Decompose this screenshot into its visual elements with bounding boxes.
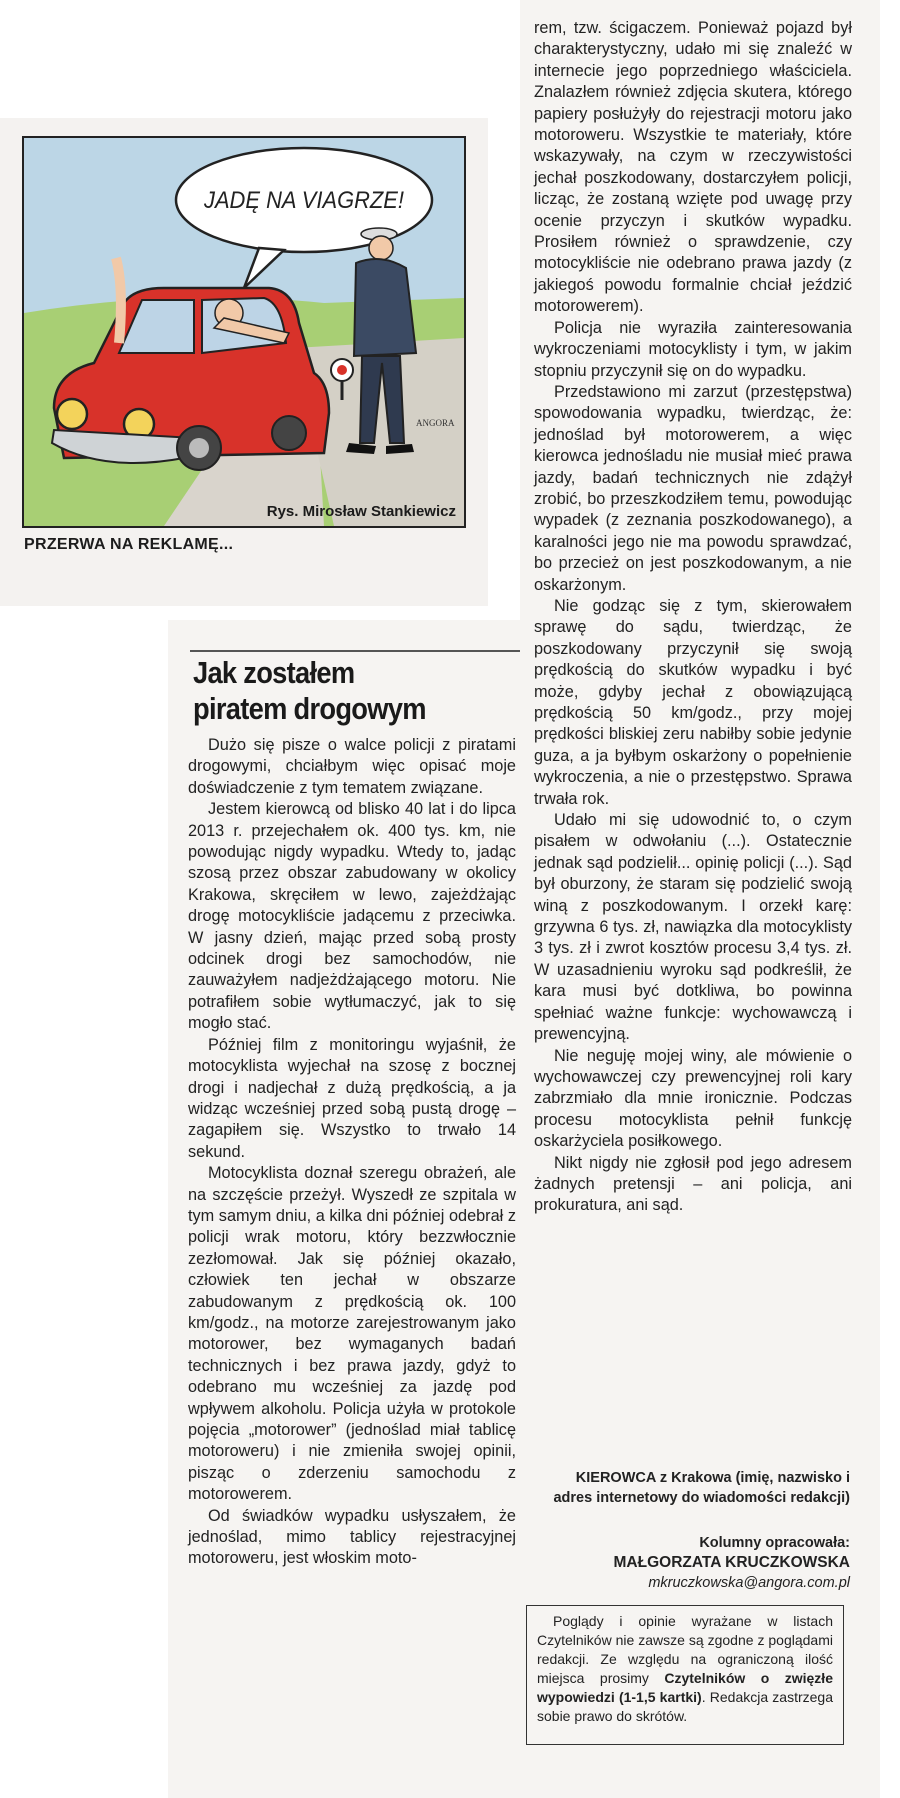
cartoon-credit: Rys. Mirosław Stankiewicz [266,503,456,520]
paragraph: rem, tzw. ścigaczem. Ponieważ pojazd był charakterystyczny, udało mi się znaleźć w internecie jego poprzedniego właściciela. Znalazłem również zdjęcia skutera, którego papiery posłużyły do rejestracji motoru jako motoroweru. Wszystkie te materiały, które wskazywały, na czym w rzeczywistości jechał poszkodowany, dostarczyłem policji, licząc, że zostaną wzięte pod uwagę przy ocenie przyczyn i skutków wypadku. Prosiłem również o sprawdzenie, czy motocykliście nie odebrano prawa jazdy (z jakiegoś powodu formalnie chciał jeździć motorowerem). [534,19,852,316]
editor-email: mkruczkowska@angora.com.pl [648,1575,850,1591]
cartoon-illustration [24,138,464,526]
article-right-column [534,18,852,1217]
paragraph: Nie godząc się z tym, skierowałem sprawę do sądu, twierdząc, że poszkodowany przyczynił się swoją prędkością do skutków wypadku i być może, gdyby jechał z obowiązującą prędkością 50 km/godz., przy mojej prędkości bliskiej zeru nabiłby sobie jedynie guza, a ja byłbym oskarżony o popełnienie wykroczenia, a nie o przestępstwo. Sprawa trwała rok. [534,596,852,808]
editor-block [534,1533,850,1593]
artist-signature: ANGORA [416,418,455,428]
paragraph: Motocyklista doznał szeregu obrażeń, ale na szczęście przeżył. Wyszedł ze szpitala w tym samym dniu, a kilka dni później odebrał z policji wrak motoru, który bezzwłocznie zezłomował. Jak się później okazało, człowiek ten jechał w obszarze zabudowanym z prędkością ok. 100 km/godz., na motorze zarejestrowanym jako motorower, bez wymaganych badań technicznych i bez prawa jazdy, gdyż to odebrano mu wcześniej za jazdę pod wpływem alkoholu. Policja użyła w protokole pojęcia „motorower” (jednoślad miał tablicę motoroweru) i nie zmieniła swojej opinii, pisząc o zderzeniu samochodu z motorowerem. [188,1164,516,1504]
paragraph: Dużo się pisze o walce policji z piratami drogowymi, chciałbym więc opisać moje doświadczenie z tym tematem związane. [188,736,516,797]
paragraph: Nie neguję mojej winy, ale mówienie o wychowawczej czy prewencyjnej roli kary zabrzmiało dla mnie ironicznie. Podczas procesu motocyklista pełnił funkcję oskarżyciela posiłkowego. [534,1046,852,1151]
cartoon-frame [22,136,466,528]
speech-text: JADĘ NA VIAGRZE! [203,187,405,214]
article-title [193,655,475,727]
notice-text: Poglądy i opinie wyrażane w listach Czytelników nie zawsze są zgodne z poglądami redakcji. Ze względu na ograniczoną ilość miejsca prosimy [537,1613,833,1686]
letter-signature [534,1468,850,1508]
paragraph: Nikt nigdy nie zgłosił pod jego adresem żadnych pretensji – ani policja, ani prokuratura, ani sąd. [534,1153,852,1215]
article-left-column [188,735,516,1570]
paragraph: Od świadków wypadku usłyszałem, że jednoślad, mimo tablicy rejestracyjnej motoroweru, jest włoskim moto- [188,1506,516,1568]
paragraph: Przedstawiono mi zarzut (przestępstwa) spowodowania wypadku, twierdząc, że: jednoślad był motorowerem, a więc kierowca jednośladu nie musiał mieć prawa jazdy, badań technicznych nie zdążył zrobić, bo przeszkodziłem temu, powodując wypadek (z zeznania poszkodowanego), a karalności jego nie ma powodu sprawdzać, bo przecież on jest poszkodowanym, a nie oskarżonym. [534,382,852,594]
signature-author: KIEROWCA [575,1470,656,1486]
editor-name: MAŁGORZATA KRUCZKOWSKA [613,1554,850,1571]
cartoon-caption: PRZERWA NA REKLAMĘ... [24,536,234,553]
notice-bold-text: Czytelników o zwięzłe wypowiedzi (1-1,5 kartki) [537,1670,833,1705]
headline-rule [190,650,520,652]
paragraph: Udało mi się udowodnić to, o czym pisałem w odwołaniu (...). Ostatecznie jednak sąd podzielił... opinię policji (...). Sąd był oburzony, że staram się podzielić swoją winą z poszkodowanym. I orzekł karę: grzywna 6 tys. zł, nawiązka dla motocyklisty 3 tys. zł i zwrot kosztów procesu 3,4 tys. zł. W uzasadnieniu wyroku sąd podkreślił, że kara musi być dotkliwa, bo powinna spełniać ważne funkcje: wychowawczą i prewencyjną. [534,811,852,1044]
article-title-line2: piratem drogowym [193,691,426,726]
paragraph: Później film z monitoringu wyjaśnił, że motocyklista wyjechał na szosę z bocznej drogi i nadjechał z dużą prędkością, a ja widząc wcześniej przed sobą pustą drogę – zagapiłem się. Wszystko to trwało 14 sekund. [188,1035,516,1161]
editor-label: Kolumny opracowała: [699,1535,850,1551]
notice-text-end: . Redakcja zastrzega sobie prawo do skrótów. [537,1689,833,1724]
paragraph: Policja nie wyraziła zainteresowania wykroczeniami motocyklisty i tym, w jakim stopniu przyczynił się on do wypadku. [534,318,852,380]
editorial-notice [526,1605,844,1745]
article-title-line1: Jak zostałem [193,655,355,690]
paragraph: Jestem kierowcą od blisko 40 lat i do lipca 2013 r. przejechałem ok. 400 tys. km, nie powodując nigdy wypadku. Wtedy to, jadąc szosą przez obszar zabudowany w okolicy Krakowa, skręciłem w lewo, zajeżdżając drogę motocykliście jadącemu z przeciwka. W jasny dzień, mając przed sobą prosty odcinek drogi bez samochodów, nie zauważyłem nadjeżdżającego motoru. Nie potrafiłem sobie wytłumaczyć, jak to się mogło stać. [188,800,516,1033]
signature-details: z Krakowa (imię, nazwisko i adres internetowy do wiadomości redakcji) [553,1470,850,1506]
